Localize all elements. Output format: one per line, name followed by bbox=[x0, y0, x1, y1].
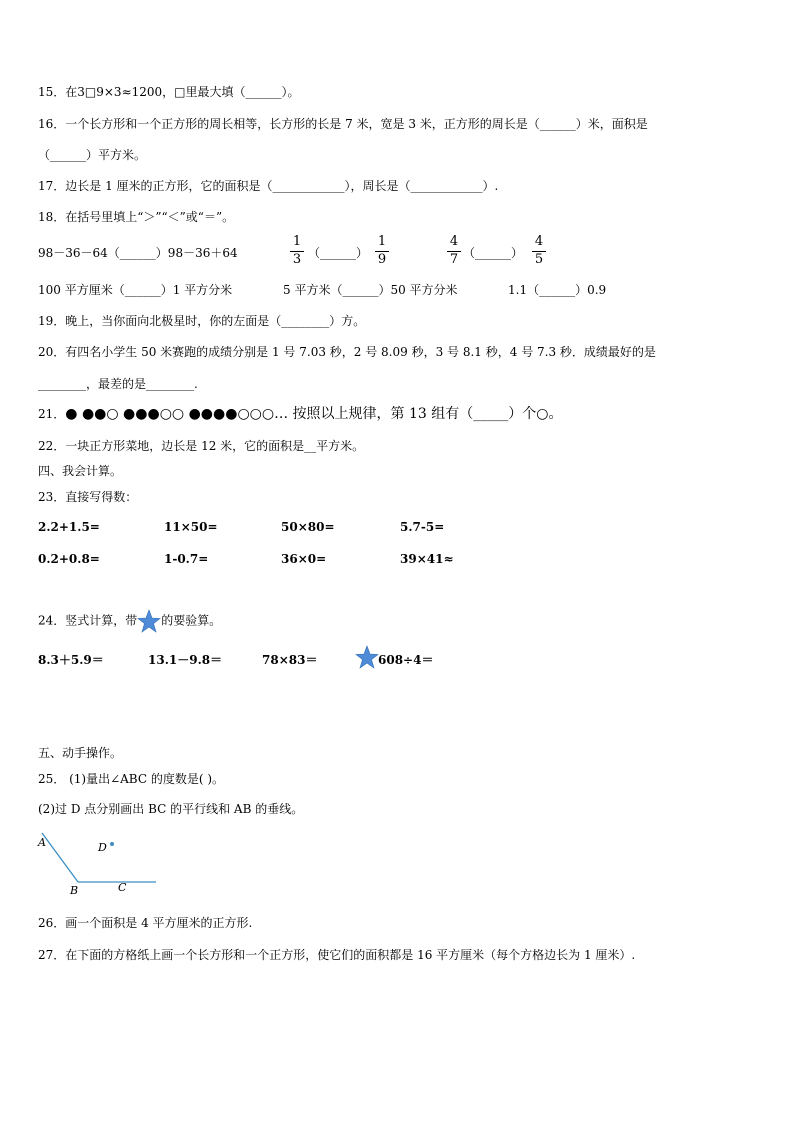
question-18-decimal: 1.1（______）0.9 bbox=[508, 283, 607, 297]
section-5-heading: 五、动手操作。 bbox=[38, 746, 123, 760]
question-21-text: 按照以上规律，第 13 组有（_____）个○。 bbox=[292, 406, 563, 422]
question-16-line2: （______）平方米。 bbox=[38, 148, 147, 162]
dot-pattern: ● ●●○ ●●●○○ ●●●●○○○… bbox=[65, 406, 293, 422]
question-18: 18．在括号里填上“＞”“＜”或“＝”。 bbox=[38, 210, 235, 224]
fraction-four-sevenths bbox=[447, 235, 461, 267]
star-icon bbox=[137, 609, 161, 633]
calc-item: 50×80= bbox=[281, 520, 335, 534]
point-d bbox=[110, 842, 114, 846]
question-number: 21． bbox=[38, 407, 66, 421]
question-20-line1: 20．有四名小学生 50 米赛跑的成绩分别是 1 号 7.03 秒，2 号 8.09 秒，3 号 8.1 秒，4 号 7.3 秒．成绩最好的是 bbox=[38, 345, 656, 359]
question-24-text-post: 的要验算。 bbox=[161, 613, 222, 628]
fraction-one-third bbox=[290, 235, 304, 267]
question-18-area-2: 5 平方米（______）50 平方分米 bbox=[283, 283, 458, 297]
calc-item: 5.7-5= bbox=[400, 520, 445, 534]
angle-abc-diagram bbox=[36, 830, 161, 895]
fraction-compare-blank-1: （______） bbox=[308, 246, 369, 260]
numerator: 1 bbox=[377, 234, 387, 249]
calc-item: 0.2+0.8= bbox=[38, 552, 100, 566]
question-21 bbox=[38, 406, 562, 422]
vertical-calc-item: 8.3＋5.9＝ bbox=[38, 653, 104, 667]
question-25-part2: (2)过 D 点分别画出 BC 的平行线和 AB 的垂线。 bbox=[38, 802, 304, 816]
label-d: D bbox=[98, 841, 107, 854]
vertical-calc-item-starred: 608÷4＝ bbox=[378, 653, 434, 667]
question-27: 27．在下面的方格纸上画一个长方形和一个正方形，使它们的面积都是 16 平方厘米（每个方格边长为 1 厘米）. bbox=[38, 948, 636, 962]
star-icon bbox=[355, 645, 379, 669]
numerator: 1 bbox=[292, 234, 302, 249]
question-26: 26．画一个面积是 4 平方厘米的正方形. bbox=[38, 916, 253, 930]
question-20-line2: ________，最差的是________. bbox=[38, 377, 198, 391]
question-22: 22．一块正方形菜地，边长是 12 米，它的面积是__平方米。 bbox=[38, 439, 365, 453]
question-19: 19．晚上，当你面向北极星时，你的左面是（________）方。 bbox=[38, 314, 366, 328]
section-4-heading: 四、我会计算。 bbox=[38, 464, 123, 478]
denominator: 7 bbox=[449, 252, 459, 267]
fraction-one-ninth bbox=[375, 235, 389, 267]
denominator: 5 bbox=[534, 252, 544, 267]
vertical-calc-item: 13.1－9.8＝ bbox=[148, 653, 223, 667]
vertical-calc-item: 78×83＝ bbox=[262, 653, 318, 667]
label-b: B bbox=[70, 884, 79, 897]
question-24 bbox=[38, 609, 221, 633]
denominator: 9 bbox=[377, 252, 387, 267]
question-23: 23．直接写得数： bbox=[38, 490, 138, 504]
ray-ba bbox=[42, 833, 78, 882]
calc-item: 39×41≈ bbox=[400, 552, 454, 566]
fraction-compare-blank-2: （______） bbox=[463, 246, 524, 260]
question-25-part1: 25． (1)量出∠ABC 的度数是( )。 bbox=[38, 772, 225, 786]
label-c: C bbox=[118, 881, 127, 894]
question-18-area-1: 100 平方厘米（______）1 平方分米 bbox=[38, 283, 233, 297]
denominator: 3 bbox=[292, 252, 302, 267]
fraction-four-fifths bbox=[532, 235, 546, 267]
question-18-expr-1: 98－36－64（______）98－36＋64 bbox=[38, 246, 238, 260]
question-16-line1: 16．一个长方形和一个正方形的周长相等，长方形的长是 7 米，宽是 3 米，正方形的周长是（______）米，面积是 bbox=[38, 117, 648, 131]
calc-item: 2.2+1.5= bbox=[38, 520, 100, 534]
numerator: 4 bbox=[534, 234, 544, 249]
calc-item: 36×0= bbox=[281, 552, 327, 566]
calc-item: 1-0.7= bbox=[164, 552, 209, 566]
question-15: 15．在3□9×3≈1200，□里最大填（______）。 bbox=[38, 85, 300, 99]
question-17: 17．边长是 1 厘米的正方形，它的面积是（____________），周长是（____________）. bbox=[38, 179, 499, 193]
question-24-text-pre: 24．竖式计算，带 bbox=[38, 613, 138, 628]
calc-item: 11×50= bbox=[164, 520, 218, 534]
label-a: A bbox=[38, 836, 46, 849]
numerator: 4 bbox=[449, 234, 459, 249]
